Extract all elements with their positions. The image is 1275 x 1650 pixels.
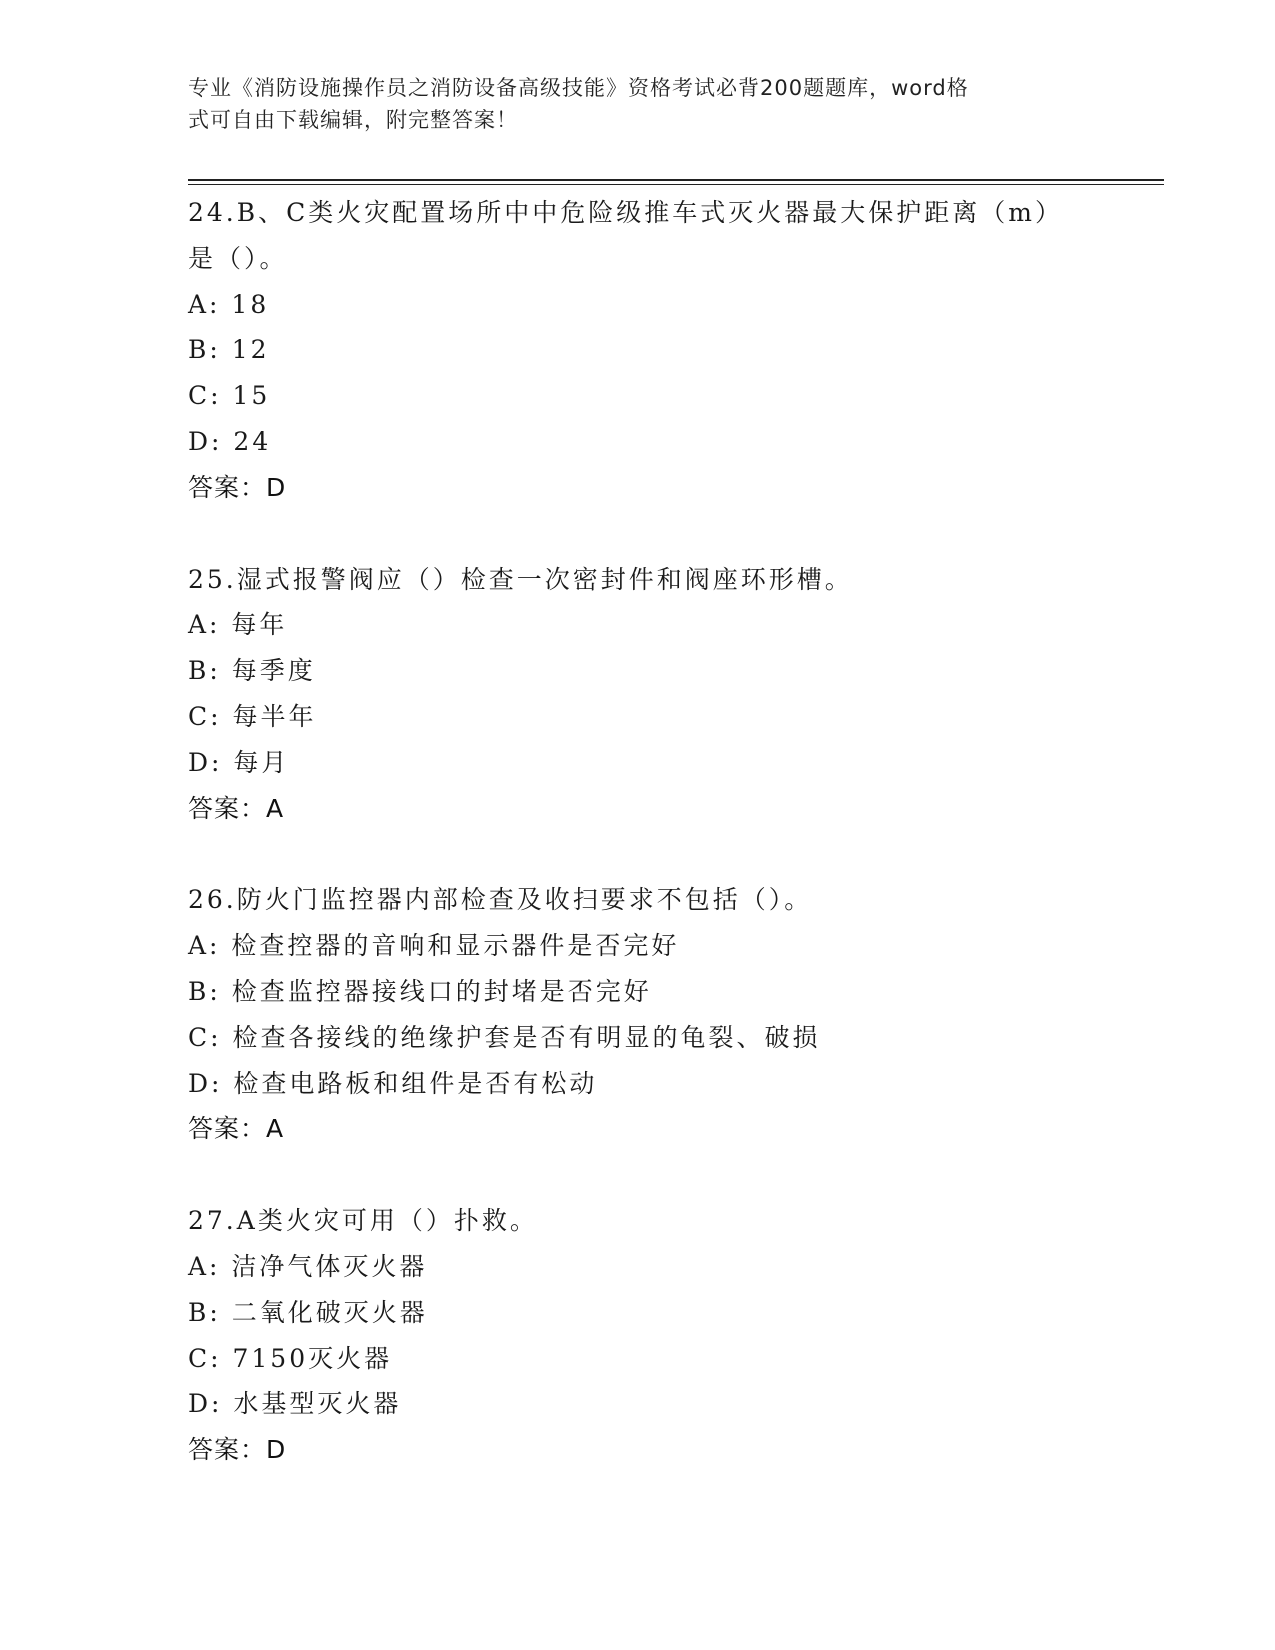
option-a: A: 18 — [188, 289, 270, 319]
option-c: C: 7150灭火器 — [188, 1343, 393, 1373]
option-a: A: 洁净气体灭火器 — [188, 1251, 428, 1281]
option-c: C: 每半年 — [188, 701, 317, 731]
question-26 — [188, 877, 1088, 1152]
header-line-2: 式可自由下载编辑，附完整答案！ — [188, 108, 518, 132]
option-d: D: 24 — [188, 426, 272, 456]
option-a: A: 每年 — [188, 610, 288, 640]
option-b: B: 二氧化破灭火器 — [188, 1297, 428, 1327]
option-c: C: 15 — [188, 381, 271, 411]
option-b: B: 检查监控器接线口的封堵是否完好 — [188, 976, 652, 1006]
question-stem: 25.湿式报警阀应（）检查一次密封件和阀座环形槽。 — [188, 564, 853, 594]
question-list — [188, 190, 1088, 1519]
question-24 — [188, 190, 1088, 511]
question-stem-continued: 是（）。 — [188, 243, 288, 273]
option-d: D: 检查电路板和组件是否有松动 — [188, 1068, 598, 1098]
option-c: C: 检查各接线的绝缘护套是否有明显的龟裂、破损 — [188, 1022, 821, 1052]
question-stem: 27.A类火灾可用（）扑救。 — [188, 1206, 538, 1236]
question-27 — [188, 1198, 1088, 1473]
option-d: D: 每月 — [188, 747, 290, 777]
answer-label: 答案：D — [188, 472, 287, 502]
option-b: B: 每季度 — [188, 656, 316, 686]
option-b: B: 12 — [188, 335, 270, 365]
option-a: A: 检查控器的音响和显示器件是否完好 — [188, 931, 680, 961]
header-line-1: 专业《消防设施操作员之消防设备高级技能》资格考试必背200题题库，word格 — [188, 76, 969, 100]
document-header — [188, 72, 1068, 136]
answer-label: 答案：A — [188, 793, 285, 823]
answer-label: 答案：A — [188, 1114, 285, 1144]
question-25 — [188, 557, 1088, 832]
question-stem: 24.B、C类火灾配置场所中中危险级推车式灭火器最大保护距离（m） — [188, 198, 1063, 227]
question-stem: 26.防火门监控器内部检查及收扫要求不包括（）。 — [188, 885, 813, 915]
header-divider-thin — [188, 184, 1164, 185]
option-d: D: 水基型灭火器 — [188, 1389, 402, 1419]
answer-label: 答案：D — [188, 1435, 287, 1465]
header-divider-thick — [188, 179, 1164, 181]
